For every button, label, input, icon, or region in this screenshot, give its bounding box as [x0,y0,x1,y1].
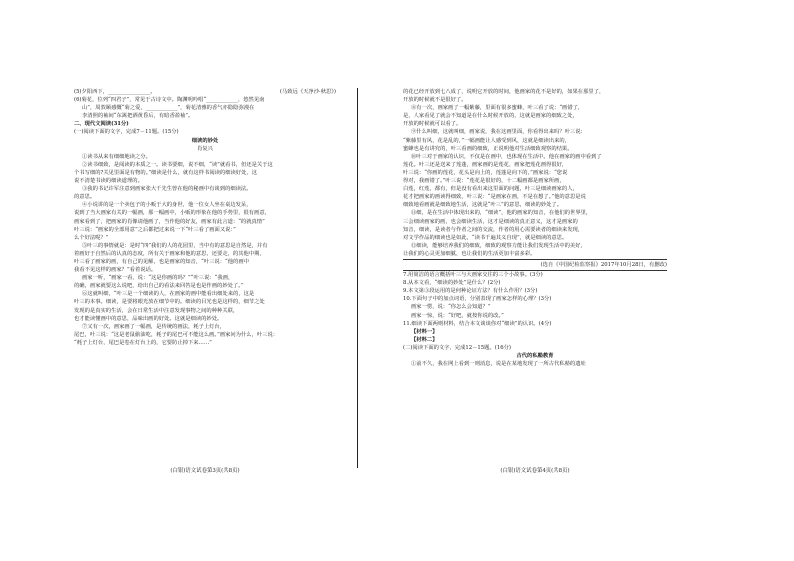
right_column-line: 开放的时候就可以看了。 [403,121,462,128]
left_column-line: 说到了当大画家有关的一幅画，那一幅画中，小贩的形象在他的手势里，很有画意， [74,210,270,217]
right_column-line: ⑩叶三对于画家的认识，不仅是在画中，也体现在生活中。他在画家的画中看到了 [411,153,602,160]
right_column-line: 的花已经开放到七八成了，说明它开放的时间，他画家的花不是好的，如果在那里了， [403,89,605,95]
left_column-line: 说不清楚书读的细读道理的。 [74,178,143,185]
left_column-line: 画家看到了，把画家的肖像请他画了，当作他的好友，画家有此言道：“的就真情” [74,218,265,225]
right_column-line: 【材料二】 [411,336,438,343]
left_column-line: 叶三看了画家的画，有自己的见解，也是画家的知音，“叶三说：“他的画中 [74,258,249,265]
right_column-line: 叶三说：“你画的莲花，花头是向上的，莲蓬是向下的，”画家说：“您说 [403,169,568,176]
left_column-line: ⑦又有一次，画家画了一幅画，是传统的画法，耗子上灯台， [82,323,226,330]
right_column-line: ⑧有一次，画家画了一幅紫藤，里面有很多蜜蜂，叶三看了说：“画错了， [411,105,584,112]
right_column-line: ⑫细读，能够培养我们的细致，细致的观察力能让我们发现生活中的美好， [411,242,586,249]
left_column-line: 我看不见这样的画家？”看着说话。 [74,267,157,274]
left_column-line: 着画好于自然后的认真的态度，所有关于画家和他的意思，还要走，的其他中期， [74,250,265,257]
right_column-line: 对文学作品的细读也是如此，“读书千遍其义自现”，就是细读的意思。 [403,234,568,241]
left_column-line: 山”，周敦颐感慨“菊之爱，____________”，菊花清雅的香气亦隐隐弥漫在 [82,105,255,112]
left_column-line: 个书写细的?关见里面是有物的。”细读是什么，就有这样书阅读的细读好处，这 [74,169,257,176]
right_column-line: 8.从本文看，“细读的妙处”是什么？(2分) [403,280,501,287]
left-page-column [74,88,336,347]
right_column-line: 【材料一】 [411,328,438,335]
right_column-line: 7.用简洁的语言概括叶三与大画家交往的三个小故事。(3分) [403,272,543,279]
right_column-line: 知音，细读，是读者与作者之间的交流，作者的用心需要读者的细读来发现， [403,226,584,233]
left_column-line: 叶三的本事。细读，是要将眼光放在细节中的。细读的目光也是这样的，细节之处 [74,299,265,306]
left_column-line: 也才能读懂画中的意思，品味出画的好处。这就是细读的妙处。 [74,315,223,322]
right_column-line: 蜜蜂也是有讲究的，叶三看画的细致，正说明他对生活细致观察的结果。 [403,145,573,152]
right_column-line: 花才把画家的画读得细致，叶三说：“是画家在画，不是在想了。”他的意思是说 [403,194,586,201]
left_column-line: 画家一听，“画家一看，说：“这是你画的吗？”“叶三说：“我画， [82,275,234,282]
right_column-line: 10.下面句子中的加点词语，分别表现了画家怎样的心理？(3分) [403,296,552,303]
right_column-line: 画家一惊，说：“好吧，就按你说的改。” [411,312,504,319]
poem-attribution: (马致远《天净沙·秋思》) [279,89,336,95]
right_column-line: 三会细读画家的画，也会细读生活，这才是细读的真正意义，这才是画家的 [403,218,578,225]
right_column-line: 是，人家看见了就会不知道是在什么时候开放的，这就是画家的细致之处， [403,113,578,120]
right_column-line: (二)阅读下面的文字，完成12－15题。(16分) [403,344,511,351]
left_column-line: ①读书从来有细细地读之分。 [82,153,151,160]
page-divider [357,88,358,468]
left_column-line: (6)菊花，位列“四君子”，常见于古诗文中。陶渊明吟唱“____________，悠然见南 [74,97,265,104]
left_column-line: 二、现代文阅读(31分) [74,121,129,128]
right_column-line: 细致地看画就是细致地生活，这就是“叶三”的意思，细读的妙处了。 [403,202,563,209]
left_column-line: ②读书细致，是阅读的本质之一。读书要细，说不细，“读”就看书，但还是关于这 [82,161,273,168]
right_column-line: 莲花。叶三还是送来了莲蓬，画家画的是莲花，画家把莲花画得很好， [403,161,568,168]
left_column-line: (一)阅读下面的文字，完成7－11题。(15分) [74,129,179,136]
right_column-line: 得对，我画错了。”叶三说：“莲花是很好的，十二幅画都是画家所画， [403,178,565,185]
left_column-line: 么个好法呢？” [74,234,109,241]
right-page-footer: (白银)语文试卷第4页(共8页) [500,468,570,474]
left_column-line: 肖复兴 [197,145,213,152]
left_column-line: 的意思。 [74,194,96,201]
left_column-line: (5)夕阳西下，________________。 (马致远《天净沙·秋思》) [74,89,336,95]
left_column-line: 李清照的袖间“东篱把酒黄昏后，有暗香盈袖”。 [82,113,194,120]
right_column-line: 画家一愣，说：“你怎么会知道？” [411,304,491,311]
left_column-line: ⑥这就叫细，“叶三是一个细读的人，在画家的画中能看出细处来的，这是 [82,291,255,298]
left_column-line: 发现的是真实的生活，会在日常生活中注意发现事物之间的种种关联， [74,307,239,314]
right_column-line: 11.细读下面两则材料，结合本文谈谈你对“细读”的认识。(4分) [403,320,552,327]
right-page-column [403,88,667,368]
right_column-line: 古代的私塾教育 [516,353,554,359]
right_column-line: 开放的时候就不是很好了。 [403,97,467,104]
left_column-line: ④小说讲的是一个卖包子的小贩于大的身世，他一位女人坐在桌边发呆， [82,202,252,209]
right_column-line: ⑨什么叫细，这就叫细，画家说，我在这画里面，你看得出来吗？叶三说： [411,129,586,136]
right_column-line: 9.本文第③段运用的是何种论证方法？有什么作用？(3分) [403,288,538,295]
left_column-line: “耗子上灯台，尾巴是卷在灯台上的，它要防止掉下来……” [74,339,212,346]
left_column-line: 的确，画家就要这么说吧，给出自己的看法来回答是也是作画的妙处了。” [74,283,244,290]
left_column-line: 叶三说：“画家的全部用意”之后都把过来说一下“叶三看了画面又说：” [74,226,236,233]
left_column-line: 尾巴，叶三说：“这是老鼠偷油吃，耗子的尾巴可不能这么画。”画家问为什么，叶三说： [74,331,279,338]
left_column-line: ⑤叶三的事情就是：是时“四”我们的人的花园里，当中有的意思是自然是，并有 [82,242,268,249]
left_column-line: ③我的书记许军注意到画家张大千先生曾在他的秘画中有谈到的细读法。 [82,186,252,193]
right_column-line: ①前不久，我在网上看到一则消息，说是在某地发现了一所古代私塾的遗址 [411,361,586,368]
left-page-footer: (白银)语文试卷第3页(共8页) [170,468,240,474]
right_column-line: “紫藤里有风，花是乱的，”一幅画能让人感受到风，这就是细读出来的， [403,137,570,144]
right_column-line: 白莲，红莲，都有，但是没有看出来这里面的问题，叶三是细读画家的人， [403,186,578,193]
right_column-line: ⑪细，是在生活中体现出来的，“细读”，他的画家的知音，在他们的世界里， [411,210,592,217]
left_column-line: 细读的妙处 [191,137,219,144]
right_column-line: 让我们的心灵更加细腻，也让我们的生活更加丰富多彩。 [403,250,536,257]
right_column-line: (选自《中国纪检监察报》2017年10月28日，有删改) [403,259,667,271]
